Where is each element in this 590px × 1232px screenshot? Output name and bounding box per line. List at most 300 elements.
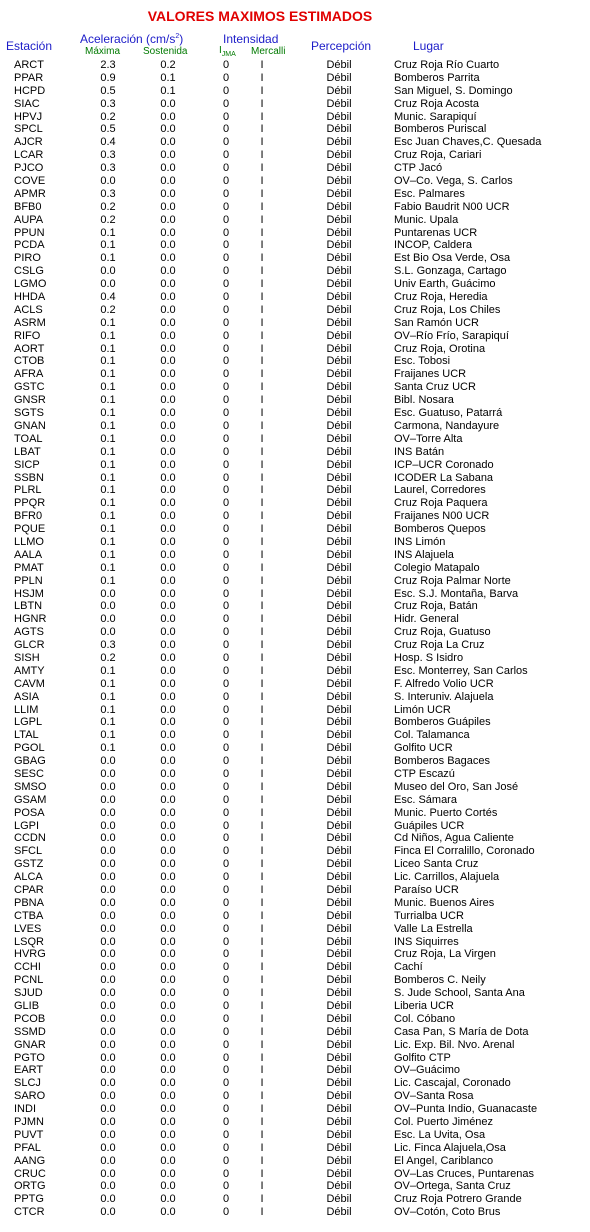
station-code-cell: EART [14,1064,44,1077]
station-code-cell: POSA [14,806,45,819]
aceleracion-maxima-cell: 0.1 [100,226,116,239]
intensidad-ijma-cell: 0 [222,407,230,420]
percepcion-cell: Débil [326,291,352,304]
table-row [0,201,590,214]
aceleracion-maxima-cell: 0.1 [100,329,116,342]
percepcion-cell: Débil [326,1051,352,1064]
intensidad-mercalli-cell: I [260,780,264,793]
intensidad-ijma-cell: 0 [222,1180,230,1193]
table-row [0,72,590,85]
station-code-cell: GBAG [14,755,46,768]
table-row [0,665,590,678]
aceleracion-sostenida-cell: 0.0 [160,845,176,858]
lugar-cell: OV–Guácimo [394,1064,461,1077]
percepcion-cell: Débil [326,626,352,639]
aceleracion-maxima-cell: 0.1 [100,497,116,510]
lugar-cell: Guápiles UCR [394,819,465,832]
aceleracion-maxima-cell: 0.1 [100,703,116,716]
intensidad-mercalli-cell: I [260,303,264,316]
station-code-cell: GSTC [14,381,45,394]
aceleracion-sostenida-cell: 0.0 [160,291,176,304]
intensidad-ijma-cell: 0 [222,1206,230,1219]
intensidad-ijma-cell: 0 [222,149,230,162]
aceleracion-sostenida-cell: 0.0 [160,187,176,200]
table-row [0,936,590,949]
station-code-cell: SMSO [14,780,47,793]
table-row [0,497,590,510]
aceleracion-maxima-cell: 2.3 [100,59,116,71]
percepcion-cell: Débil [326,213,352,226]
station-code-cell: PJMN [14,1116,44,1129]
percepcion-cell: Débil [326,871,352,884]
lugar-cell: Paraíso UCR [394,884,459,896]
intensidad-mercalli-cell: I [260,1077,264,1090]
intensidad-ijma-cell: 0 [222,806,230,819]
intensidad-ijma-cell: 0 [222,651,230,664]
intensidad-mercalli-cell: I [260,845,264,858]
table-row [0,459,590,472]
intensidad-ijma-cell: 0 [222,639,230,652]
aceleracion-maxima-cell: 0.1 [100,677,116,690]
station-code-cell: SESC [14,767,44,780]
aceleracion-sostenida-cell: 0.0 [160,1051,176,1064]
station-code-cell: GSAM [14,793,47,806]
lugar-cell: Fraijanes UCR [394,368,467,381]
aceleracion-sostenida-cell: 0.0 [160,110,176,123]
intensidad-mercalli-cell: I [260,755,264,768]
intensidad-mercalli-cell: I [260,961,264,974]
intensidad-ijma-cell: 0 [222,110,230,123]
lugar-cell: Cruz Roja Río Cuarto [394,59,500,71]
header-percepcion: Percepción [311,39,372,53]
lugar-cell: Esc. Sámara [394,793,457,806]
lugar-cell: Cruz Roja, Guatuso [394,626,491,639]
percepcion-cell: Débil [326,497,352,510]
lugar-cell: Esc. S.J. Montaña, Barva [394,587,519,600]
lugar-cell: Munic. Puerto Cortés [394,806,498,819]
aceleracion-sostenida-cell: 0.0 [160,175,176,188]
aceleracion-maxima-cell: 0.5 [100,84,116,97]
aceleracion-maxima-cell: 0.0 [100,935,116,948]
table-row [0,1013,590,1026]
lugar-cell: Cruz Roja, Los Chiles [394,303,501,316]
percepcion-cell: Débil [326,1077,352,1090]
percepcion-cell: Débil [326,832,352,845]
table-row [0,575,590,588]
aceleracion-maxima-cell: 0.0 [100,909,116,922]
intensidad-mercalli-cell: I [260,651,264,664]
intensidad-ijma-cell: 0 [222,265,230,278]
aceleracion-maxima-cell: 0.0 [100,845,116,858]
intensidad-mercalli-cell: I [260,896,264,909]
aceleracion-maxima-cell: 0.2 [100,110,116,123]
intensidad-ijma-cell: 0 [222,278,230,291]
aceleracion-maxima-cell: 0.1 [100,407,116,420]
percepcion-cell: Débil [326,613,352,626]
intensidad-mercalli-cell: I [260,497,264,510]
intensidad-mercalli-cell: I [260,59,264,71]
intensidad-ijma-cell: 0 [222,1038,230,1051]
intensidad-ijma-cell: 0 [222,935,230,948]
station-code-cell: CSLG [14,265,44,278]
table-row [0,1193,590,1206]
station-code-cell: PPTG [14,1193,44,1206]
intensidad-ijma-cell: 0 [222,703,230,716]
lugar-cell: CTP Escazú [394,767,455,780]
intensidad-ijma-cell: 0 [222,819,230,832]
table-row [0,59,590,72]
aceleracion-sostenida-cell: 0.0 [160,97,176,110]
intensidad-mercalli-cell: I [260,935,264,948]
table-row [0,987,590,1000]
intensidad-mercalli-cell: I [260,1038,264,1051]
aceleracion-maxima-cell: 0.1 [100,561,116,574]
table-row [0,407,590,420]
aceleracion-sostenida-cell: 0.0 [160,278,176,291]
intensidad-ijma-cell: 0 [222,832,230,845]
percepcion-cell: Débil [326,1193,352,1206]
aceleracion-sostenida-cell: 0.0 [160,884,176,896]
intensidad-ijma-cell: 0 [222,97,230,110]
intensidad-ijma-cell: 0 [222,600,230,613]
aceleracion-sostenida-cell: 0.0 [160,445,176,458]
intensidad-ijma-cell: 0 [222,961,230,974]
percepcion-cell: Débil [326,445,352,458]
aceleracion-maxima-cell: 0.2 [100,213,116,226]
table-row [0,368,590,381]
percepcion-cell: Débil [326,767,352,780]
aceleracion-maxima-cell: 0.1 [100,355,116,368]
table-row [0,755,590,768]
table-row [0,239,590,252]
station-code-cell: PCNL [14,974,44,987]
intensidad-mercalli-cell: I [260,1064,264,1077]
intensidad-mercalli-cell: I [260,252,264,265]
intensidad-ijma-cell: 0 [222,291,230,304]
lugar-cell: INS Batán [394,445,445,458]
table-row [0,691,590,704]
station-code-cell: AORT [14,342,45,355]
percepcion-cell: Débil [326,1167,352,1180]
aceleracion-sostenida-cell: 0.0 [160,896,176,909]
lugar-cell: Munic. Upala [394,213,459,226]
table-row [0,897,590,910]
station-code-cell: SSMD [14,1025,46,1038]
table-row [0,884,590,897]
intensidad-mercalli-cell: I [260,1012,264,1025]
percepcion-cell: Débil [326,858,352,871]
aceleracion-sostenida-cell: 0.0 [160,1167,176,1180]
aceleracion-maxima-cell: 0.1 [100,484,116,497]
intensidad-mercalli-cell: I [260,819,264,832]
intensidad-mercalli-cell: I [260,806,264,819]
intensidad-mercalli-cell: I [260,1025,264,1038]
percepcion-cell: Débil [326,200,352,213]
lugar-cell: Bibl. Nosara [394,394,454,407]
station-code-cell: SSBN [14,471,44,484]
table-row [0,136,590,149]
intensidad-ijma-cell: 0 [222,561,230,574]
intensidad-ijma-cell: 0 [222,175,230,188]
percepcion-cell: Débil [326,149,352,162]
intensidad-mercalli-cell: I [260,471,264,484]
lugar-cell: Bomberos C. Neily [394,974,486,987]
percepcion-cell: Débil [326,716,352,729]
intensidad-ijma-cell: 0 [222,896,230,909]
intensidad-ijma-cell: 0 [222,1090,230,1103]
aceleracion-maxima-cell: 0.3 [100,639,116,652]
percepcion-cell: Débil [326,1116,352,1129]
lugar-cell: Cruz Roja, Cariari [394,149,482,162]
lugar-cell: Liberia UCR [394,1000,454,1013]
aceleracion-sostenida-cell: 0.0 [160,1193,176,1206]
station-code-cell: AALA [14,548,43,561]
aceleracion-sostenida-cell: 0.0 [160,200,176,213]
aceleracion-sostenida-cell: 0.0 [160,690,176,703]
percepcion-cell: Débil [326,303,352,316]
aceleracion-maxima-cell: 0.0 [100,1128,116,1141]
station-code-cell: SLCJ [14,1077,41,1090]
lugar-cell: Univ Earth, Guácimo [394,278,496,291]
header-aceleracion [80,32,183,46]
aceleracion-sostenida-cell: 0.0 [160,162,176,175]
intensidad-ijma-cell: 0 [222,419,230,432]
intensidad-ijma-cell: 0 [222,523,230,536]
table-row [0,98,590,111]
aceleracion-maxima-cell: 0.0 [100,1090,116,1103]
aceleracion-sostenida-cell: 0.0 [160,1180,176,1193]
table-row [0,433,590,446]
lugar-cell: OV–Las Cruces, Puntarenas [394,1167,535,1180]
aceleracion-maxima-cell: 0.9 [100,71,116,84]
percepcion-cell: Débil [326,1064,352,1077]
table-row [0,742,590,755]
station-code-cell: GLIB [14,1000,40,1013]
lugar-cell: Bomberos Bagaces [394,755,490,768]
aceleracion-maxima-cell: 0.0 [100,1012,116,1025]
station-code-cell: PGTO [14,1051,45,1064]
aceleracion-sostenida-cell: 0.0 [160,613,176,626]
aceleracion-maxima-cell: 0.0 [100,819,116,832]
aceleracion-maxima-cell: 0.1 [100,664,116,677]
station-code-cell: CTBA [14,909,44,922]
percepcion-cell: Débil [326,432,352,445]
percepcion-cell: Débil [326,574,352,587]
lugar-cell: INCOP, Caldera [394,239,473,252]
percepcion-cell: Débil [326,535,352,548]
intensidad-mercalli-cell: I [260,677,264,690]
station-code-cell: AANG [14,1154,46,1167]
table-row [0,910,590,923]
aceleracion-sostenida-cell: 0.0 [160,484,176,497]
lugar-cell: Finca El Corralillo, Coronado [394,845,535,858]
intensidad-mercalli-cell: I [260,600,264,613]
table-row [0,1090,590,1103]
percepcion-cell: Débil [326,71,352,84]
percepcion-cell: Débil [326,239,352,252]
intensidad-mercalli-cell: I [260,742,264,755]
header-mercalli: Mercalli [251,46,286,57]
aceleracion-sostenida-cell: 0.0 [160,342,176,355]
percepcion-cell: Débil [326,342,352,355]
table-row [0,678,590,691]
aceleracion-maxima-cell: 0.0 [100,871,116,884]
station-code-cell: AJCR [14,136,43,149]
aceleracion-sostenida-cell: 0.0 [160,1025,176,1038]
intensidad-ijma-cell: 0 [222,471,230,484]
lugar-cell: Cd Niños, Agua Caliente [394,832,514,845]
aceleracion-sostenida-cell: 0.0 [160,239,176,252]
table-row [0,845,590,858]
station-code-cell: LGPL [14,716,43,729]
lugar-cell: Carmona, Nandayure [394,419,500,432]
station-code-cell: PPQR [14,497,46,510]
aceleracion-sostenida-cell: 0.1 [160,71,176,84]
lugar-cell: ICODER La Sabana [394,471,494,484]
lugar-cell: Fraijanes N00 UCR [394,510,490,523]
lugar-cell: Esc. Monterrey, San Carlos [394,664,528,677]
aceleracion-maxima-cell: 0.0 [100,832,116,845]
table-row [0,355,590,368]
aceleracion-maxima-cell: 0.0 [100,1193,116,1206]
aceleracion-sostenida-cell: 0.0 [160,871,176,884]
lugar-cell: Limón UCR [394,703,451,716]
intensidad-mercalli-cell: I [260,767,264,780]
header-sostenida: Sostenida [143,46,188,57]
table-row [0,484,590,497]
intensidad-mercalli-cell: I [260,97,264,110]
aceleracion-sostenida-cell: 0.0 [160,742,176,755]
lugar-cell: S. Interuniv. Alajuela [394,690,494,703]
percepcion-cell: Débil [326,819,352,832]
percepcion-cell: Débil [326,523,352,536]
aceleracion-sostenida-cell: 0.0 [160,600,176,613]
aceleracion-maxima-cell: 0.1 [100,690,116,703]
intensidad-ijma-cell: 0 [222,84,230,97]
aceleracion-sostenida-cell: 0.0 [160,510,176,523]
table-row [0,652,590,665]
percepcion-cell: Débil [326,561,352,574]
table-row [0,729,590,742]
percepcion-cell: Débil [326,935,352,948]
lugar-cell: INS Siquirres [394,935,459,948]
table-row [0,923,590,936]
station-code-cell: PQUE [14,523,46,536]
station-code-cell: SICP [14,458,40,471]
aceleracion-sostenida-cell: 0.0 [160,626,176,639]
lugar-cell: Cruz Roja, Orotina [394,342,486,355]
percepcion-cell: Débil [326,187,352,200]
intensidad-ijma-cell: 0 [222,535,230,548]
intensidad-mercalli-cell: I [260,1167,264,1180]
aceleracion-sostenida-cell: 0.0 [160,974,176,987]
aceleracion-sostenida-cell: 0.0 [160,574,176,587]
table-row [0,948,590,961]
table-row [0,278,590,291]
station-code-cell: HPVJ [14,110,43,123]
aceleracion-maxima-cell: 0.0 [100,767,116,780]
table-row [0,1155,590,1168]
table-row [0,716,590,729]
station-code-cell: ORTG [14,1180,46,1193]
percepcion-cell: Débil [326,123,352,136]
intensidad-ijma-cell: 0 [222,664,230,677]
aceleracion-maxima-cell: 0.2 [100,651,116,664]
aceleracion-sostenida-cell: 0.0 [160,149,176,162]
aceleracion-maxima-cell: 0.0 [100,1180,116,1193]
lugar-cell: OV–Torre Alta [394,432,463,445]
station-code-cell: GNAR [14,1038,46,1051]
station-code-cell: ARCT [14,59,44,71]
aceleracion-maxima-cell: 0.1 [100,342,116,355]
percepcion-cell: Débil [326,896,352,909]
aceleracion-maxima-cell: 0.0 [100,175,116,188]
aceleracion-maxima-cell: 0.0 [100,613,116,626]
intensidad-ijma-cell: 0 [222,1000,230,1013]
aceleracion-sostenida-cell: 0.0 [160,664,176,677]
aceleracion-maxima-cell: 0.0 [100,1116,116,1129]
intensidad-ijma-cell: 0 [222,1116,230,1129]
aceleracion-sostenida-cell: 0.0 [160,394,176,407]
lugar-cell: Cruz Roja, Heredia [394,291,488,304]
intensidad-ijma-cell: 0 [222,845,230,858]
lugar-cell: San Ramón UCR [394,316,479,329]
intensidad-mercalli-cell: I [260,548,264,561]
intensidad-ijma-cell: 0 [222,510,230,523]
aceleracion-maxima-cell: 0.0 [100,987,116,1000]
intensidad-ijma-cell: 0 [222,394,230,407]
intensidad-mercalli-cell: I [260,1051,264,1064]
table-row [0,1129,590,1142]
aceleracion-sostenida-cell: 0.0 [160,677,176,690]
percepcion-cell: Débil [326,175,352,188]
intensidad-ijma-cell: 0 [222,871,230,884]
percepcion-cell: Débil [326,110,352,123]
intensidad-mercalli-cell: I [260,884,264,896]
table-row [0,588,590,601]
intensidad-ijma-cell: 0 [222,729,230,742]
lugar-cell: Puntarenas UCR [394,226,478,239]
aceleracion-sostenida-cell: 0.2 [160,59,176,71]
aceleracion-sostenida-cell: 0.0 [160,780,176,793]
station-code-cell: RIFO [14,329,41,342]
table-row [0,162,590,175]
station-code-cell: SPCL [14,123,43,136]
intensidad-ijma-cell: 0 [222,987,230,1000]
intensidad-ijma-cell: 0 [222,445,230,458]
aceleracion-maxima-cell: 0.0 [100,858,116,871]
intensidad-mercalli-cell: I [260,948,264,961]
table-row [0,1142,590,1155]
aceleracion-maxima-cell: 0.1 [100,471,116,484]
table-row [0,562,590,575]
intensidad-mercalli-cell: I [260,703,264,716]
intensidad-mercalli-cell: I [260,394,264,407]
aceleracion-maxima-cell: 0.1 [100,716,116,729]
header-maxima: Máxima [85,46,121,57]
intensidad-mercalli-cell: I [260,1193,264,1206]
table-row [0,265,590,278]
intensidad-ijma-cell: 0 [222,858,230,871]
percepcion-cell: Débil [326,419,352,432]
aceleracion-maxima-cell: 0.4 [100,136,116,149]
percepcion-cell: Débil [326,961,352,974]
aceleracion-maxima-cell: 0.1 [100,458,116,471]
intensidad-mercalli-cell: I [260,909,264,922]
percepcion-cell: Débil [326,84,352,97]
aceleracion-maxima-cell: 0.0 [100,600,116,613]
table-row [0,768,590,781]
